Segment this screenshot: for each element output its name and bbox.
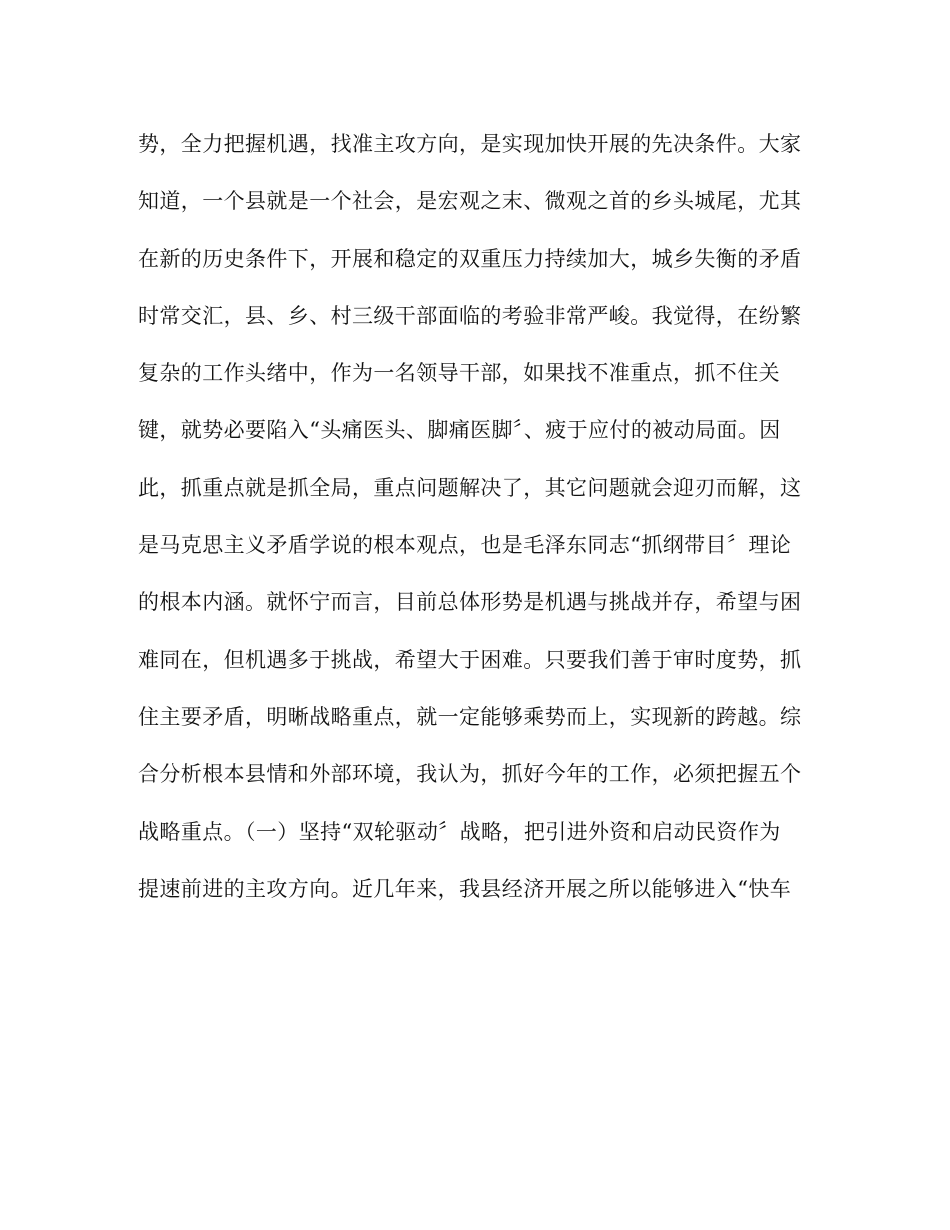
text-line: 此，抓重点就是抓全局，重点问题解决了，其它问题就会迎刃而解，这	[138, 475, 802, 500]
text-line: 是马克思主义矛盾学说的根本观点，也是毛泽东同志“抓纲带目〞理论	[138, 533, 792, 558]
text-line: 难同在，但机遇多于挑战，希望大于困难。只要我们善于审时度势，抓	[138, 647, 802, 672]
text-line: 提速前进的主攻方向。近几年来，我县经济开展之所以能够进入“快车	[138, 876, 792, 901]
text-line: 在新的历史条件下，开展和稳定的双重压力持续加大，城乡失衡的矛盾	[138, 246, 802, 271]
text-line: 知道，一个县就是一个社会，是宏观之末、微观之首的乡头城尾，尤其	[138, 189, 802, 214]
text-line: 复杂的工作头绪中，作为一名领导干部，如果找不准重点，抓不住关	[138, 361, 780, 386]
text-line: 合分析根本县情和外部环境，我认为，抓好今年的工作，必须把握五个	[138, 762, 802, 787]
body-text	[138, 122, 828, 924]
text-line: 战略重点。（一）坚持“双轮驱动〞战略，把引进外资和启动民资作为	[138, 819, 781, 844]
text-line: 时常交汇，县、乡、村三级干部面临的考验非常严峻。我觉得，在纷繁	[138, 303, 802, 328]
text-line: 势，全力把握机遇，找准主攻方向，是实现加快开展的先决条件。大家	[138, 132, 802, 156]
text-line: 住主要矛盾，明晰战略重点，就一定能够乘势而上，实现新的跨越。综	[138, 704, 802, 729]
text-line: 的根本内涵。就怀宁而言，目前总体形势是机遇与挑战并存，希望与困	[138, 590, 802, 615]
text-line: 键，就势必要陷入“头痛医头、脚痛医脚〞、疲于应付的被动局面。因	[138, 418, 781, 443]
